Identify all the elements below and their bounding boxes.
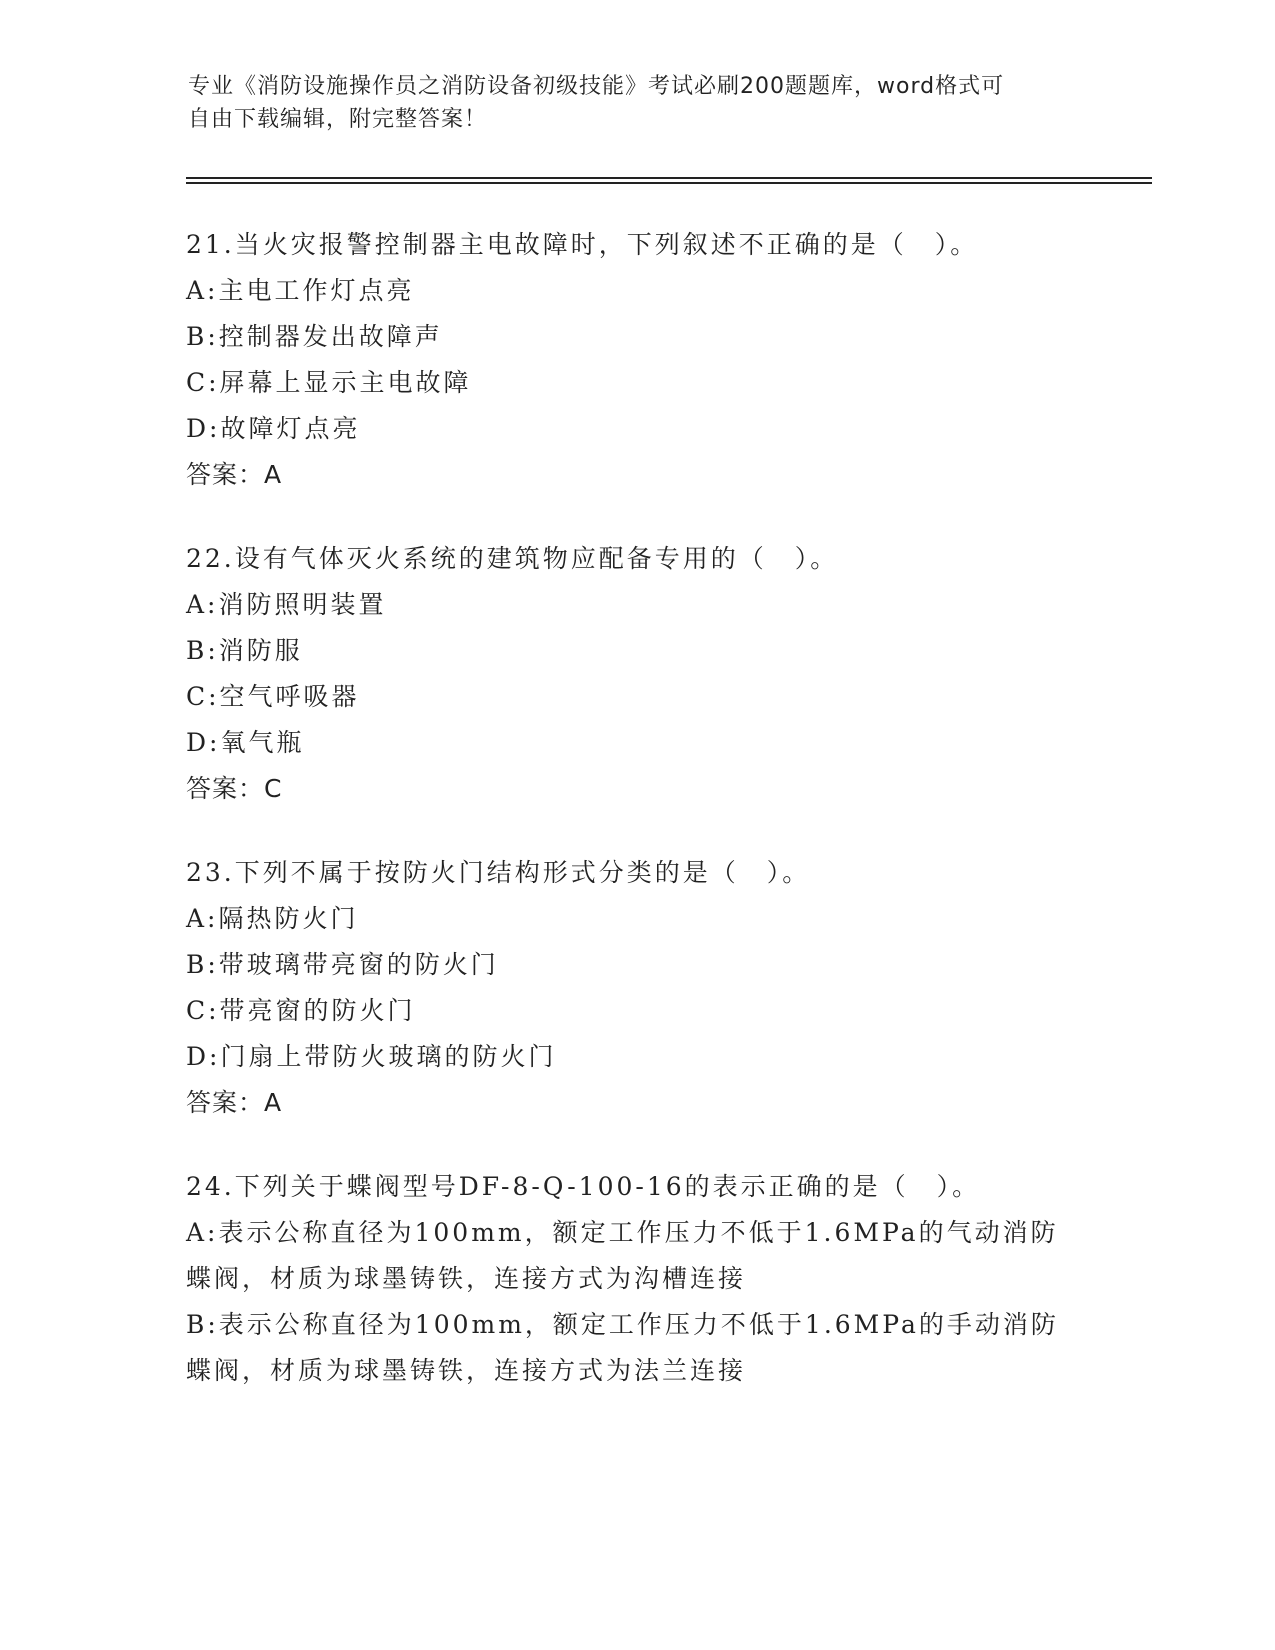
question-21	[186, 222, 1086, 498]
option-c: C:空气呼吸器	[186, 682, 360, 711]
document-header	[188, 70, 1088, 136]
option-b: B:消防服	[186, 636, 303, 665]
option-c: C:屏幕上显示主电故障	[186, 368, 472, 397]
option-b: B:表示公称直径为100mm，额定工作压力不低于1.6MPa的手动消防蝶阀，材质为球墨铸铁，连接方式为法兰连接	[186, 1310, 1059, 1385]
question-23	[186, 850, 1086, 1126]
option-b: B:带玻璃带亮窗的防火门	[186, 950, 499, 979]
option-c: C:带亮窗的防火门	[186, 996, 416, 1025]
option-d: D:门扇上带防火玻璃的防火门	[186, 1042, 557, 1071]
question-stem: 21.当火灾报警控制器主电故障时，下列叙述不正确的是（ ）。	[186, 230, 979, 259]
question-stem: 23.下列不属于按防火门结构形式分类的是（ ）。	[186, 858, 811, 887]
question-24	[186, 1164, 1066, 1394]
answer: 答案：C	[186, 774, 283, 803]
header-line-1: 专业《消防设施操作员之消防设备初级技能》考试必刷200题题库，word格式可	[188, 74, 1005, 99]
question-stem: 24.下列关于蝶阀型号DF-8-Q-100-16的表示正确的是（ ）。	[186, 1172, 981, 1201]
option-a: A:表示公称直径为100mm，额定工作压力不低于1.6MPa的气动消防蝶阀，材质为球墨铸铁，连接方式为沟槽连接	[186, 1218, 1059, 1293]
option-a: A:消防照明装置	[186, 590, 387, 619]
option-a: A:主电工作灯点亮	[186, 276, 415, 305]
question-stem: 22.设有气体灭火系统的建筑物应配备专用的（ ）。	[186, 544, 839, 573]
answer: 答案：A	[186, 460, 283, 489]
answer: 答案：A	[186, 1088, 283, 1117]
option-d: D:氧气瓶	[186, 728, 305, 757]
question-22	[186, 536, 1086, 812]
header-line-2: 自由下载编辑，附完整答案！	[188, 107, 488, 132]
option-b: B:控制器发出故障声	[186, 322, 443, 351]
header-divider-top	[186, 177, 1152, 179]
header-divider-bottom	[186, 182, 1152, 184]
option-a: A:隔热防火门	[186, 904, 359, 933]
option-d: D:故障灯点亮	[186, 414, 361, 443]
